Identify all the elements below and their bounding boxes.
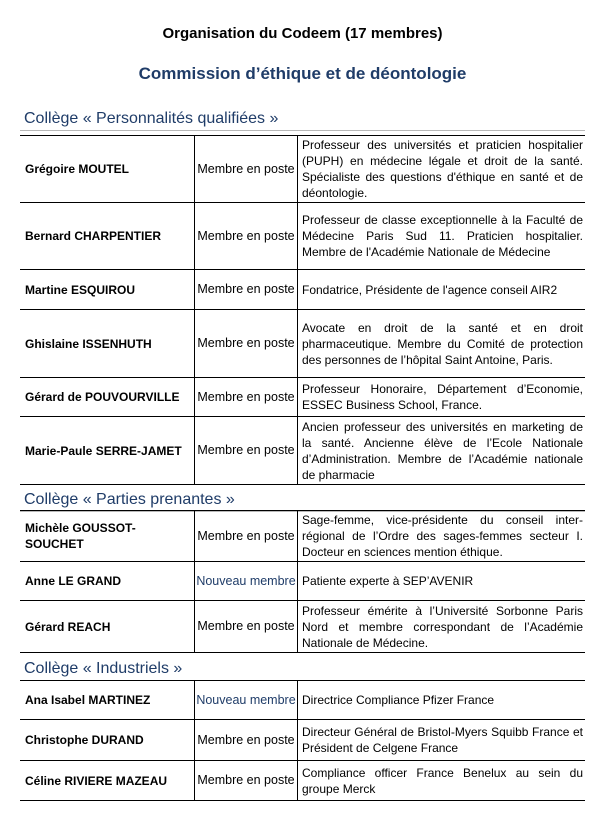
member-status: Membre en poste — [197, 732, 295, 747]
table-row — [20, 562, 585, 601]
member-name: Anne LE GRAND — [20, 562, 195, 600]
commission-title: Commission d’éthique et de déontologie — [138, 64, 467, 83]
member-name: Ghislaine ISSENHUTH — [20, 310, 195, 377]
member-description: Compliance officer France Benelux au sein du groupe Merck — [302, 765, 583, 796]
college-heading-label: Collège « Personnalités qualifiées » — [24, 110, 279, 127]
member-status: Membre en poste — [197, 443, 295, 457]
member-description: Ancien professeur des universités en marketing de la santé. Ancienne élève de l’Ecole Nationale d’Administration. Membre de l’Académie nationale de pharmacie — [302, 419, 583, 482]
member-status: Membre en poste — [197, 228, 295, 243]
member-status: Membre en poste — [197, 619, 295, 633]
member-status: Membre en poste — [197, 389, 295, 404]
member-name: Martine ESQUIROU — [20, 270, 195, 309]
member-status: Membre en poste — [197, 161, 295, 176]
member-description: Professeur de classe exceptionnelle à la Faculté de Médecine Paris Sud 11. Praticien hospitalier. Membre de l'Académie Nationale de Médecine — [302, 213, 583, 259]
member-name: Céline RIVIERE MAZEAU — [20, 761, 195, 800]
table-row — [20, 720, 585, 761]
table-row — [20, 681, 585, 720]
member-status: Membre en poste — [197, 773, 295, 787]
table-row — [20, 601, 585, 653]
table-row — [20, 310, 585, 378]
members-table — [20, 680, 585, 801]
member-name: Michèle GOUSSOT-SOUCHET — [20, 511, 195, 561]
college-heading-label: Collège « Parties prenantes » — [24, 491, 235, 508]
member-description: Avocate en droit de la santé et en droit pharmaceutique. Membre du Comité de protection des personnes de l’hôpital Saint Antoine, Paris. — [302, 320, 583, 367]
member-description: Professeur des universités et praticien hospitalier (PUPH) en médecine légale et droit de la santé. Spécialiste des questions d'éthique en santé et de déontologie. — [302, 138, 583, 200]
member-description: Professeur Honoraire, Département d’Economie, ESSEC Business School, France. — [302, 382, 583, 412]
member-status: Nouveau membre — [196, 573, 296, 588]
college-heading — [20, 104, 585, 131]
table-row — [20, 203, 585, 270]
member-name: Gérard REACH — [20, 601, 195, 652]
table-row — [20, 378, 585, 417]
member-name: Ana Isabel MARTINEZ — [20, 681, 195, 719]
table-row — [20, 417, 585, 485]
members-table — [20, 510, 585, 653]
members-table — [20, 135, 585, 485]
college-heading — [20, 655, 585, 681]
member-description: Directrice Compliance Pfizer France — [302, 693, 495, 707]
member-name: Marie-Paule SERRE-JAMET — [20, 417, 195, 484]
table-row — [20, 270, 585, 310]
member-description: Sage-femme, vice-présidente du conseil inter-régional de l’Ordre des sages-femmes secteur I. Docteur en sciences mention éthique. — [302, 513, 583, 559]
member-status: Membre en poste — [197, 282, 295, 296]
member-status: Membre en poste — [197, 528, 295, 543]
table-row — [20, 136, 585, 203]
table-row — [20, 761, 585, 801]
member-status: Nouveau membre — [196, 692, 296, 707]
member-name: Grégoire MOUTEL — [20, 136, 195, 202]
member-description: Directeur Général de Bristol-Myers Squibb France et Président de Celgene France — [302, 725, 583, 755]
document-title: Organisation du Codeem (17 membres) — [162, 25, 443, 42]
member-name: Gérard de POUVOURVILLE — [20, 378, 195, 416]
college-heading-label: Collège « Industriels » — [24, 660, 183, 677]
member-name: Bernard CHARPENTIER — [20, 203, 195, 269]
member-status: Membre en poste — [197, 336, 295, 350]
member-description: Patiente experte à SEP’AVENIR — [302, 574, 474, 588]
member-description: Professeur émérite à l’Université Sorbonne Paris Nord et membre correspondant de l’Académie Nationale de Médecine. — [302, 603, 583, 650]
table-row — [20, 511, 585, 562]
college-heading — [20, 485, 585, 512]
member-description: Fondatrice, Présidente de l'agence conseil AIR2 — [302, 282, 558, 297]
member-name: Christophe DURAND — [20, 720, 195, 760]
